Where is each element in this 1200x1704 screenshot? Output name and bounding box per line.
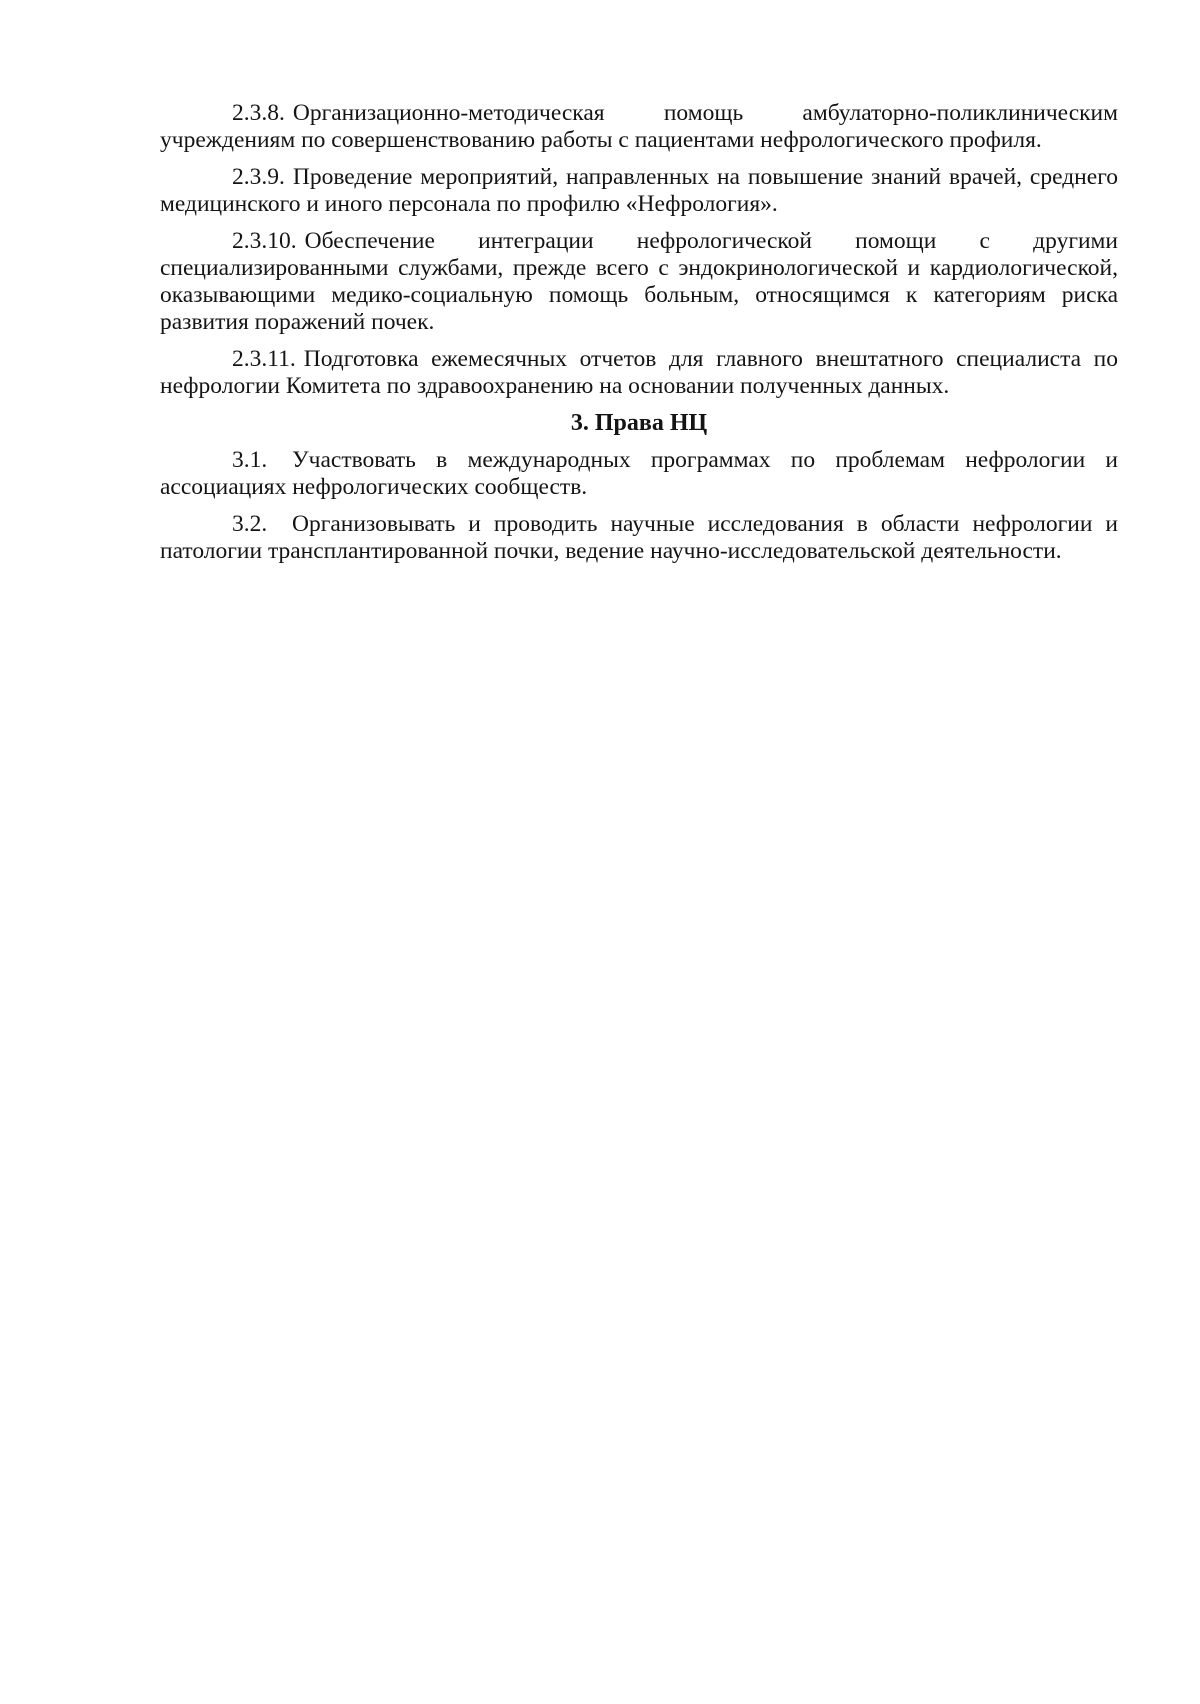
paragraph-2-3-8: [160, 100, 1118, 154]
paragraph-number: 2.3.11.: [232, 346, 296, 372]
paragraph-2-3-11: [160, 346, 1118, 400]
paragraph-number: 2.3.10.: [232, 228, 297, 254]
section-heading: 3. Права НЦ: [570, 410, 708, 436]
paragraph-text: Обеспечение интеграции нефрологической помощи с другими специализированными службами, прежде всего с эндокринологической и кардиологической, оказывающими медико-социальную помощь больным, относящимся к категориям риска развития поражений почек.: [160, 228, 1118, 335]
document-body: [160, 100, 1118, 575]
paragraph-text: Подготовка ежемесячных отчетов для главного внештатного специалиста по нефрологии Комитета по здравоохранению на основании полученных данных.: [160, 346, 1118, 399]
paragraph-text: Участвовать в международных программах по проблемам нефрологии и ассоциациях нефрологических сообществ.: [160, 447, 1118, 500]
paragraph-2-3-10: [160, 228, 1118, 336]
paragraph-3-1: [160, 447, 1118, 501]
paragraph-number: 2.3.9.: [232, 164, 285, 190]
paragraph-text: Организовывать и проводить научные исследования в области нефрологии и патологии трансплантированной почки, ведение научно-исследовательской деятельности.: [160, 511, 1118, 564]
paragraph-number: 3.1.: [232, 447, 268, 473]
paragraph-text: Организационно-методическая помощь амбулаторно-поликлиническим учреждениям по совершенствованию работы с пациентами нефрологического профиля.: [160, 100, 1118, 153]
paragraph-3-2: [160, 511, 1118, 565]
paragraph-number: 2.3.8.: [232, 100, 285, 126]
paragraph-number: 3.2.: [232, 511, 268, 537]
paragraph-2-3-9: [160, 164, 1118, 218]
paragraph-text: Проведение мероприятий, направленных на повышение знаний врачей, среднего медицинского и иного персонала по профилю «Нефрология».: [160, 164, 1118, 217]
